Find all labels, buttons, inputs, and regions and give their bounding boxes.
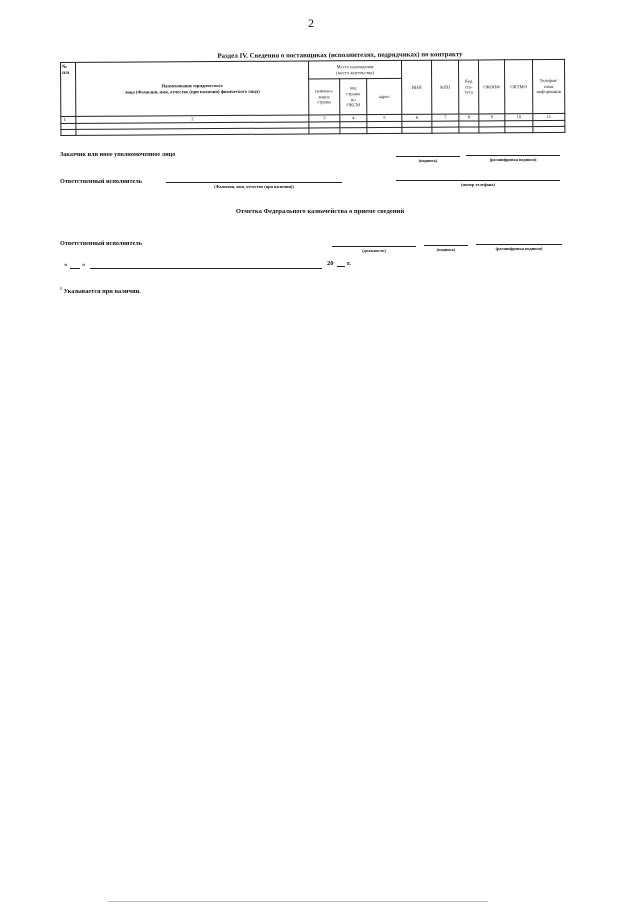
section-title: Раздел IV. Сведения о поставщиках (исполнителях, подрядчиках) по контракту	[217, 51, 463, 60]
col-header-name: Наименование юридического лица (Фамилия, имя, отчество (при наличии) физического лица)	[76, 61, 309, 116]
signature-decode-line	[466, 155, 560, 156]
executor-phone-hint: (номер телефона)	[461, 182, 495, 187]
treasury-decode-line	[476, 244, 562, 245]
treasury-post-line	[332, 246, 416, 247]
col-header-country-code: код страны по ОКСМ	[340, 79, 367, 115]
executor-fio-hint: (Фамилия, имя, отчество (при наличии))	[214, 184, 294, 189]
treasury-sign-hint: (подпись)	[436, 247, 456, 252]
index-cell: 4	[340, 115, 367, 122]
date-year-suffix: г.	[347, 260, 351, 267]
col-header-country-name: наимено- вание страны	[309, 79, 340, 115]
signature-decode-hint: (расшифровка подписи)	[489, 157, 537, 162]
page-number: 2	[308, 16, 314, 30]
date-year-prefix: 20	[327, 260, 334, 267]
col-header-oktmo: ОКТМО	[504, 60, 532, 114]
date-quote-close: »	[82, 261, 86, 268]
index-cell: 7	[432, 114, 459, 121]
index-cell: 3	[309, 115, 340, 122]
treasury-post-hint: (должность)	[362, 248, 386, 253]
date-year-line	[337, 266, 345, 267]
index-cell: 8	[459, 114, 479, 121]
treasury-sign-line	[424, 245, 468, 246]
col-header-kpp: КПП	[431, 60, 458, 114]
index-cell: 6	[402, 114, 432, 121]
index-cell: 2	[76, 115, 309, 123]
treasury-executor-label: Ответственный исполнитель	[60, 240, 143, 247]
col-header-num: № п/п	[61, 62, 76, 116]
executor-label: Ответственный исполнитель	[60, 178, 143, 185]
col-header-address: адрес	[367, 78, 402, 114]
index-cell: 5	[367, 114, 402, 121]
col-header-status: Код ста- туса	[458, 60, 478, 114]
col-header-phone: Телефон/ иная информация	[532, 59, 564, 113]
date-quote-open: «	[64, 261, 68, 268]
footnote-text: Указывается при наличии.	[63, 288, 141, 296]
col-header-inn: ИНН	[401, 60, 431, 114]
col-header-location: Место нахождения (место жительства)	[308, 60, 401, 79]
index-cell: 1	[61, 116, 76, 123]
signature-line	[396, 156, 460, 157]
scan-edge	[108, 901, 488, 902]
date-day-line	[70, 268, 80, 269]
footnote	[60, 286, 141, 295]
index-cell: 10	[505, 114, 533, 121]
customer-signatory-label: Заказчик или иное уполномоченное лицо	[60, 151, 176, 158]
col-header-okopf: ОКОПФ	[478, 60, 504, 114]
footnote-mark: 1	[60, 286, 62, 291]
executor-fio-line	[166, 182, 342, 183]
date-month-line	[90, 268, 322, 269]
treasury-heading: Отметка Федерального казначейства о приеме сведений	[235, 208, 405, 215]
index-cell: 9	[479, 114, 505, 121]
signature-hint: (подпись)	[418, 158, 438, 163]
treasury-decode-hint: (расшифровка подписи)	[495, 246, 543, 251]
index-cell: 11	[533, 113, 565, 120]
suppliers-table	[60, 59, 565, 136]
executor-phone-line	[396, 180, 560, 181]
